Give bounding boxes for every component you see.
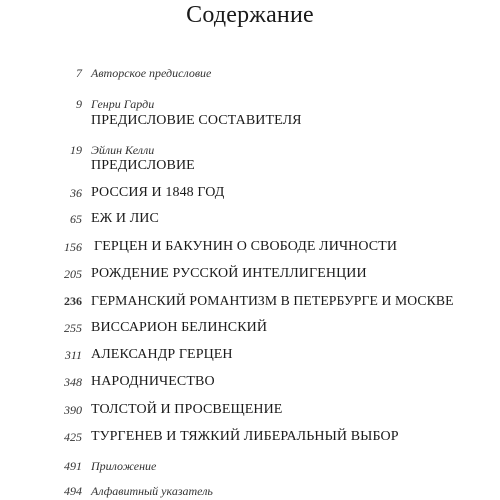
page-title: Содержание bbox=[186, 2, 314, 28]
toc-heading: ВИССАРИОН БЕЛИНСКИЙ bbox=[91, 320, 268, 335]
toc-page-number: 36 bbox=[70, 186, 82, 200]
toc-heading: Алфавитный указатель bbox=[91, 484, 213, 498]
toc-heading: ТУРГЕНЕВ И ТЯЖКИЙ ЛИБЕРАЛЬНЫЙ ВЫБОР bbox=[91, 429, 399, 444]
toc-heading: ТОЛСТОЙ И ПРОСВЕЩЕНИЕ bbox=[91, 402, 283, 417]
toc-heading: ПРЕДИСЛОВИЕ СОСТАВИТЕЛЯ bbox=[91, 113, 302, 128]
toc-heading: Авторское предисловие bbox=[91, 66, 212, 80]
toc-heading: ПРЕДИСЛОВИЕ bbox=[91, 158, 195, 173]
toc-page-number: 425 bbox=[64, 430, 82, 444]
toc-author: Эйлин Келли bbox=[91, 143, 155, 157]
toc-page-number: 494 bbox=[64, 484, 82, 498]
toc-heading: РОЖДЕНИЕ РУССКОЙ ИНТЕЛЛИГЕНЦИИ bbox=[91, 266, 367, 281]
toc-page-number: 65 bbox=[70, 212, 82, 226]
toc-heading: Приложение bbox=[91, 459, 157, 473]
toc-page-number: 19 bbox=[70, 143, 82, 157]
toc-heading: ЕЖ И ЛИС bbox=[91, 211, 159, 226]
toc-heading: АЛЕКСАНДР ГЕРЦЕН bbox=[91, 347, 233, 362]
toc-page-number: 255 bbox=[64, 321, 82, 335]
toc-page-number: 491 bbox=[64, 459, 82, 473]
toc-page-number: 205 bbox=[64, 267, 82, 281]
toc-page-number: 156 bbox=[64, 240, 82, 254]
toc-page-number: 7 bbox=[76, 66, 82, 80]
toc-page-number: 9 bbox=[76, 97, 82, 111]
toc-page-number: 348 bbox=[64, 375, 82, 389]
toc-heading: ГЕРЦЕН И БАКУНИН О СВОБОДЕ ЛИЧНОСТИ bbox=[94, 239, 398, 254]
toc-page-number: 311 bbox=[64, 348, 82, 362]
toc-page-number: 390 bbox=[64, 403, 82, 417]
toc-author: Генри Гарди bbox=[91, 97, 155, 111]
toc-heading: НАРОДНИЧЕСТВО bbox=[91, 374, 215, 389]
toc-heading: ГЕРМАНСКИЙ РОМАНТИЗМ В ПЕТЕРБУРГЕ И МОСКВЕ bbox=[91, 293, 454, 308]
toc-heading: РОССИЯ И 1848 ГОД bbox=[91, 185, 225, 200]
toc-page-number: 236 bbox=[64, 294, 82, 308]
